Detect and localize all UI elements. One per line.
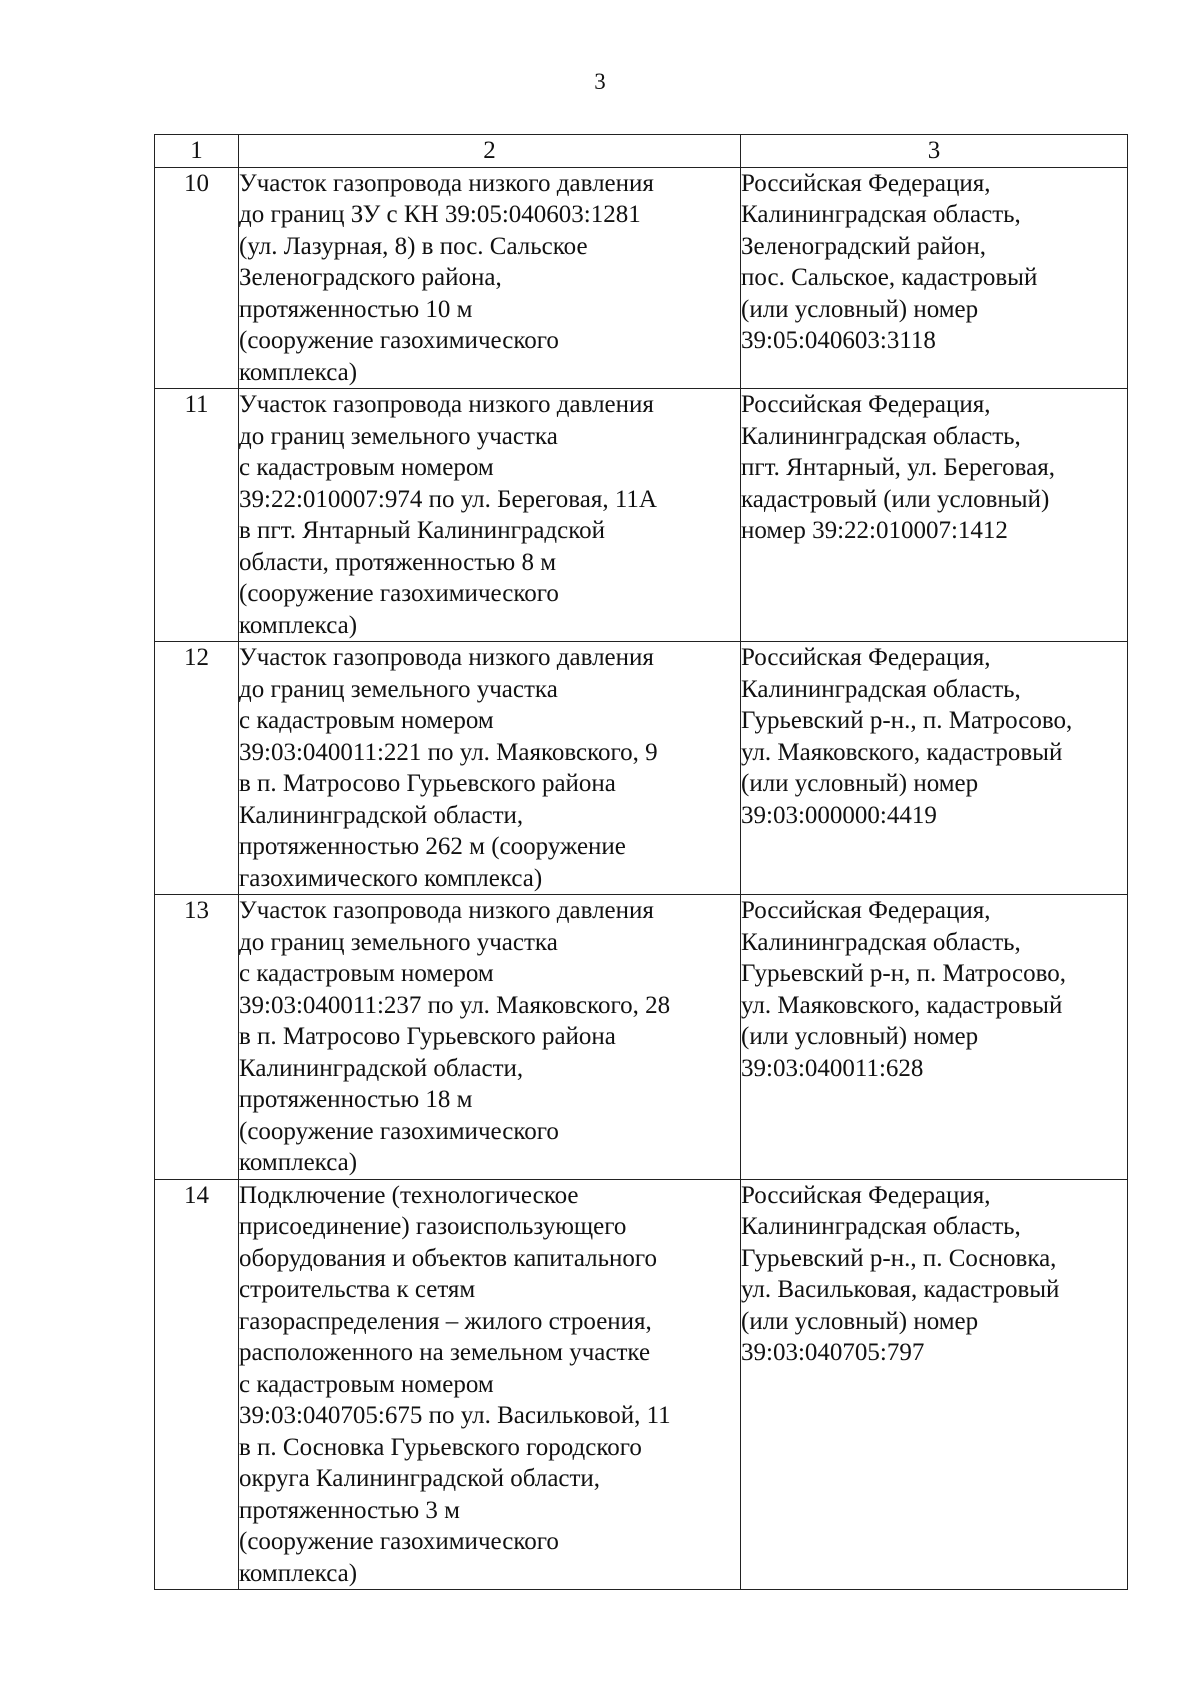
column-header-1: 1 bbox=[155, 135, 239, 168]
table-row bbox=[155, 167, 1128, 389]
column-header-2: 2 bbox=[239, 135, 741, 168]
row-number: 11 bbox=[155, 389, 239, 642]
object-location: Российская Федерация, Калининградская область, Гурьевский р-н., п. Сосновка, ул. Васильковая, кадастровый (или условный) номер 39:03:040705:797 bbox=[741, 1179, 1128, 1590]
row-number: 10 bbox=[155, 167, 239, 389]
object-location: Российская Федерация, Калининградская область, Гурьевский р-н, п. Матросово, ул. Маяковского, кадастровый (или условный) номер 39:03:040011:628 bbox=[741, 895, 1128, 1180]
column-header-3: 3 bbox=[741, 135, 1128, 168]
object-description: Участок газопровода низкого давления до границ земельного участка с кадастровым номером 39:22:010007:974 по ул. Береговая, 11А в пгт. Янтарный Калининградской области, протяженностью 8 м (сооружение газохимического комплекса) bbox=[239, 389, 741, 642]
object-description: Участок газопровода низкого давления до границ земельного участка с кадастровым номером 39:03:040011:221 по ул. Маяковского, 9 в п. Матросово Гурьевского района Калининградской области, протяженностью 262 м (сооружение газохимического комплекса) bbox=[239, 642, 741, 895]
table-row bbox=[155, 642, 1128, 895]
row-number: 12 bbox=[155, 642, 239, 895]
object-location: Российская Федерация, Калининградская область, Гурьевский р-н., п. Матросово, ул. Маяковского, кадастровый (или условный) номер 39:03:000000:4419 bbox=[741, 642, 1128, 895]
object-location: Российская Федерация, Калининградская область, Зеленоградский район, пос. Сальское, кадастровый (или условный) номер 39:05:040603:3118 bbox=[741, 167, 1128, 389]
table-row bbox=[155, 389, 1128, 642]
table-row bbox=[155, 895, 1128, 1180]
object-location: Российская Федерация, Калининградская область, пгт. Янтарный, ул. Береговая, кадастровый (или условный) номер 39:22:010007:1412 bbox=[741, 389, 1128, 642]
row-number: 14 bbox=[155, 1179, 239, 1590]
table-header-row bbox=[155, 135, 1128, 168]
object-description: Подключение (технологическое присоединение) газоиспользующего оборудования и объектов капитального строительства к сетям газораспределения – жилого строения, расположенного на земельном участке с кадастровым номером 39:03:040705:675 по ул. Васильковой, 11 в п. Сосновка Гурьевского городского округа Калининградской области, протяженностью 3 м (сооружение газохимического комплекса) bbox=[239, 1179, 741, 1590]
row-number: 13 bbox=[155, 895, 239, 1180]
object-description: Участок газопровода низкого давления до границ земельного участка с кадастровым номером 39:03:040011:237 по ул. Маяковского, 28 в п. Матросово Гурьевского района Калининградской области, протяженностью 18 м (сооружение газохимического комплекса) bbox=[239, 895, 741, 1180]
table-row bbox=[155, 1179, 1128, 1590]
objects-table bbox=[154, 134, 1128, 1590]
page-number: 3 bbox=[594, 69, 606, 94]
object-description: Участок газопровода низкого давления до границ ЗУ с КН 39:05:040603:1281 (ул. Лазурная, 8) в пос. Сальское Зеленоградского района, протяженностью 10 м (сооружение газохимического комплекса) bbox=[239, 167, 741, 389]
